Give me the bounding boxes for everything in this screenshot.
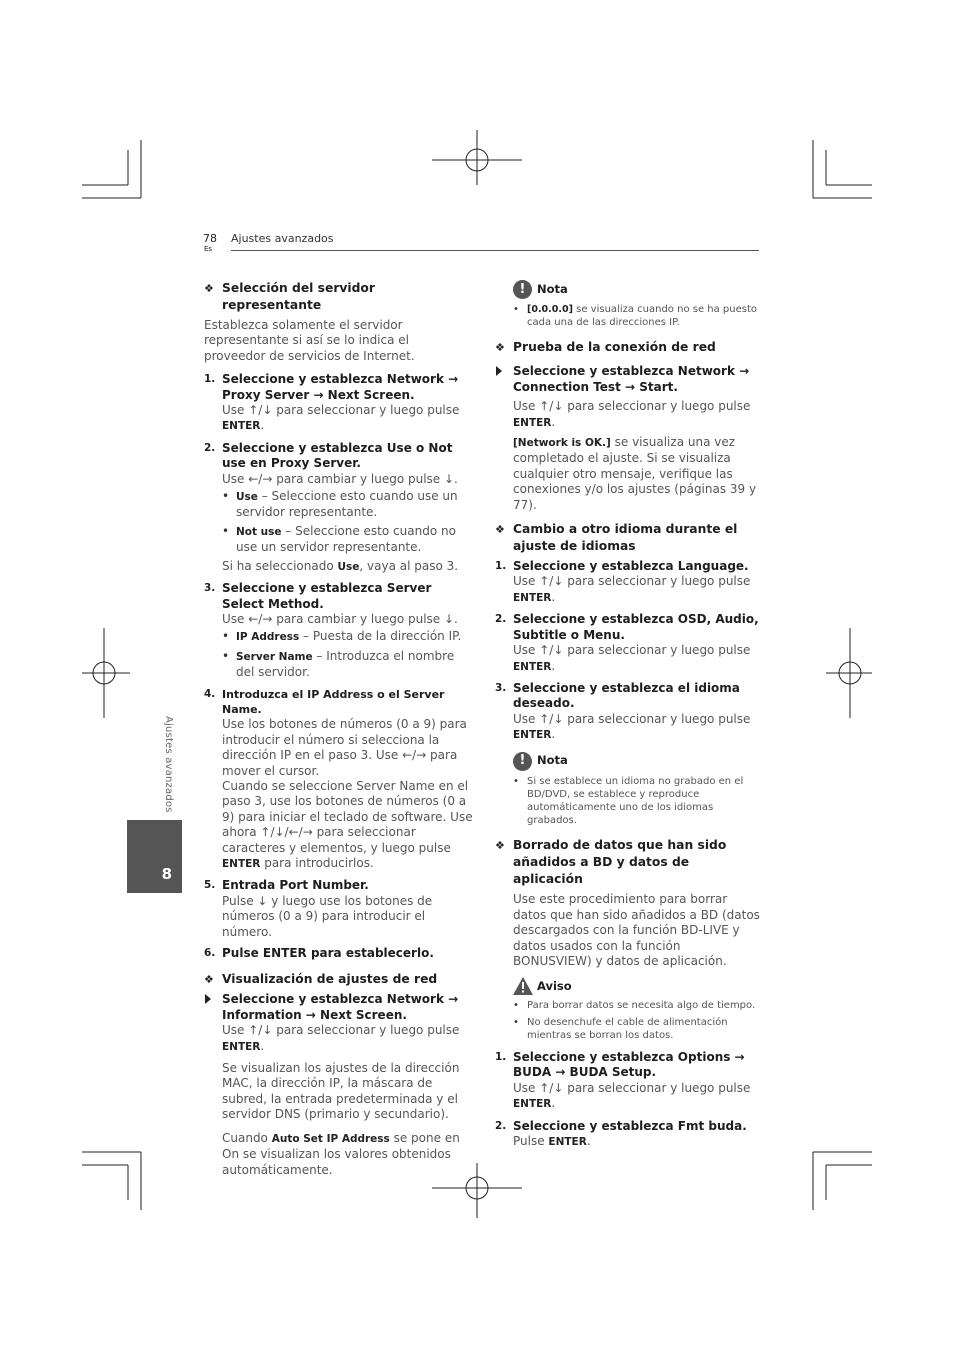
- step-item: 2. Seleccione y establezca Use o Not use en Proxy Server. Use ←/→ para cambiar y luego pulse ↓. • Use – Seleccione esto cuando use un servidor representante. • Not use – Seleccione esto cuando no use un servidor representante. Si ha seleccionado Use, vaya al paso 3.: [204, 441, 474, 575]
- step-item: 2. Seleccione y establezca Fmt buda. Pulse ENTER.: [495, 1118, 747, 1149]
- left-column: [204, 280, 474, 1186]
- section-title: ❖ Borrado de datos que han sido añadidos a BD y datos de aplicación: [495, 837, 761, 888]
- paragraph: Cuando Auto Set IP Address se pone en On se visualizan los valores obtenidos automáticamente.: [222, 1130, 460, 1177]
- warning-item: • No desenchufe el cable de alimentación mientras se borran los datos.: [513, 1016, 761, 1042]
- step-item: Seleccione y establezca Network → Information → Next Screen. Use ↑/↓ para seleccionar y luego pulse ENTER.: [204, 992, 474, 1055]
- warning-item: • Para borrar datos se necesita algo de tiempo.: [513, 999, 761, 1012]
- step-item: 1. Seleccione y establezca Options → BUDA → BUDA Setup. Use ↑/↓ para seleccionar y luego pulse ENTER.: [495, 1049, 751, 1111]
- step-item: Seleccione y establezca Network → Connection Test → Start. Use ↑/↓ para seleccionar y luego pulse ENTER. [Network is OK.] se visualiza una vez completado el ajuste. Si se visualiza cualquier otro mensaje, verifique las conexiones y/o los ajustes (páginas 39 y 77).: [495, 364, 761, 513]
- step-item: 1. Seleccione y establezca Network → Proxy Server → Next Screen. Use ↑/↓ para seleccionar y luego pulse ENTER.: [204, 372, 460, 433]
- section-title: ❖ Prueba de la conexión de red: [495, 339, 761, 356]
- running-header: Ajustes avanzados: [231, 232, 334, 245]
- page-number: 78: [203, 232, 217, 245]
- triangle-bullet-icon: [496, 366, 502, 376]
- note-heading: ! Nota: [513, 280, 761, 299]
- list-item: • Server Name – Introduzca el nombre del servidor.: [222, 649, 474, 681]
- section-intro: Establezca solamente el servidor representante si así se lo indica el proveedor de servicios de Internet.: [204, 318, 415, 363]
- section-title: ❖ Selección del servidor representante: [204, 280, 474, 314]
- step-item: 5. Entrada Port Number. Pulse ↓ y luego use los botones de números (0 a 9) para introducir el número.: [204, 878, 433, 939]
- list-item: • Use – Seleccione esto cuando use un servidor representante.: [222, 489, 474, 521]
- section-title: ❖ Visualización de ajustes de red: [204, 971, 474, 988]
- section-intro: Use este procedimiento para borrar datos que han sido añadidos a BD (datos descargados con la función BD-LIVE y datos usados con la función BONUSVIEW) y datos de aplicación.: [513, 892, 760, 968]
- note-item: • Si se establece un idioma no grabado en el BD/DVD, se establece y reproduce automáticamente uno de los idiomas grabados.: [513, 775, 761, 828]
- header-rule: [231, 250, 759, 251]
- step-item: 3. Seleccione y establezca Server Select Method. Use ←/→ para cambiar y luego pulse ↓. • IP Address – Puesta de la dirección IP. • Server Name – Introduzca el nombre del servidor.: [204, 581, 474, 680]
- section-title: ❖ Cambio a otro idioma durante el ajuste de idiomas: [495, 521, 761, 555]
- side-chapter-label: Ajustes avanzados: [163, 716, 174, 813]
- list-item: • Not use – Seleccione esto cuando no use un servidor representante.: [222, 524, 474, 556]
- triangle-bullet-icon: [205, 994, 211, 1004]
- note-item: • [0.0.0.0] se visualiza cuando no se ha puesto cada una de las direcciones IP.: [513, 303, 761, 329]
- step-item: 6. Pulse ENTER para establecerlo.: [204, 946, 434, 961]
- step-item: 3. Seleccione y establezca el idioma deseado. Use ↑/↓ para seleccionar y luego pulse ENTER.: [495, 680, 751, 742]
- warning-heading: Aviso: [513, 977, 761, 995]
- warning-icon: [513, 977, 533, 995]
- list-item: • IP Address – Puesta de la dirección IP.: [222, 629, 474, 645]
- step-item: 1. Seleccione y establezca Language. Use ↑/↓ para seleccionar y luego pulse ENTER.: [495, 559, 751, 604]
- paragraph: Se visualizan los ajustes de la dirección MAC, la dirección IP, la máscara de subred, la entrada predeterminada y el servidor DNS (primario y secundario).: [222, 1061, 460, 1122]
- exclamation-icon: !: [513, 280, 532, 299]
- chapter-number: 8: [161, 865, 172, 883]
- exclamation-icon: !: [513, 752, 532, 771]
- step-item: 2. Seleccione y establezca OSD, Audio, Subtitle o Menu. Use ↑/↓ para seleccionar y luego pulse ENTER.: [495, 612, 759, 673]
- right-column: [495, 280, 761, 1156]
- note-heading: ! Nota: [513, 752, 761, 771]
- language-code: Es: [204, 245, 213, 253]
- step-item: 4. Introduzca el IP Address o el Server Name. Use los botones de números (0 a 9) para introducir el número si selecciona la dirección IP en el paso 3. Use ←/→ para mover el cursor. Cuando se seleccione Server Name en el paso 3, use los botones de números (0 a 9) para iniciar el teclado de software. Use ahora ↑/↓/←/→ para seleccionar caracteres y elementos, y luego pulse ENTER para introducirlos.: [204, 687, 473, 870]
